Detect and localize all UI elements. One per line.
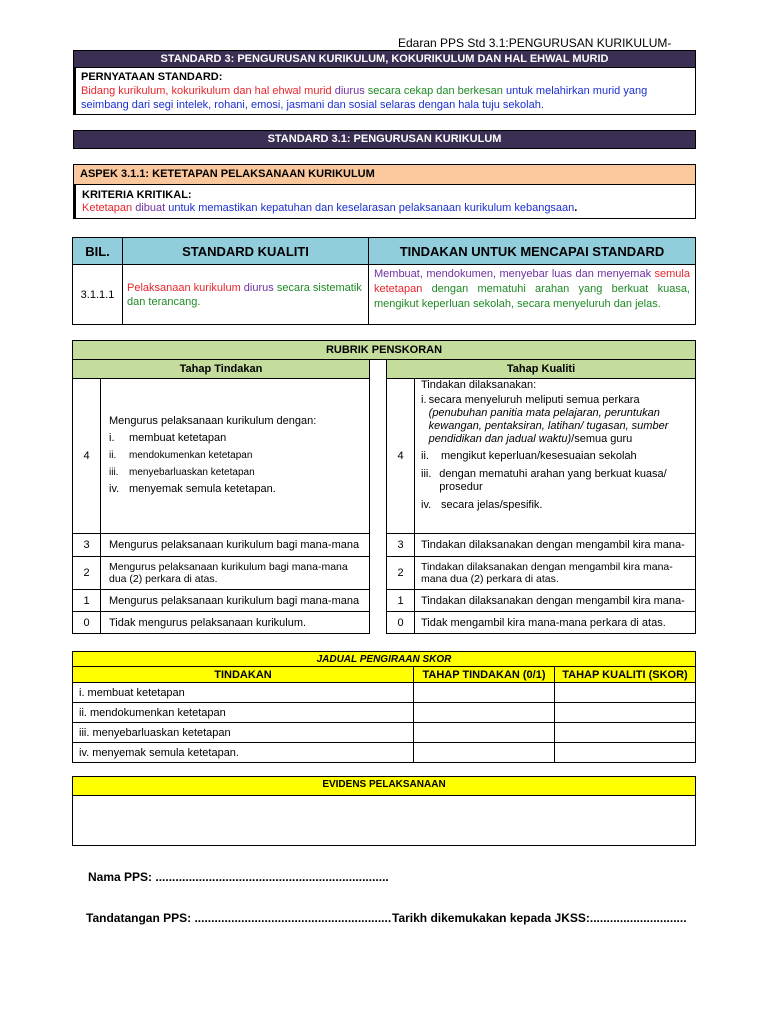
score-input-cell[interactable] bbox=[414, 683, 555, 703]
score-input-cell[interactable] bbox=[555, 683, 696, 703]
level4-left-list bbox=[109, 430, 361, 498]
tarikh-line: Tarikh dikemukakan kepada JKSS:............................. bbox=[392, 911, 687, 925]
level4-right-cell bbox=[415, 379, 696, 534]
criteria-box bbox=[73, 184, 696, 219]
score-input-cell[interactable] bbox=[414, 703, 555, 723]
tindakan-part: Membuat, mendokumen, menyebar luas dan menyemak bbox=[374, 268, 655, 280]
level-left-text: Mengurus pelaksanaan kurikulum bagi mana-mana bbox=[101, 534, 370, 557]
list-item: ii. mendokumenkan ketetapan bbox=[109, 449, 253, 461]
level-number: 2 bbox=[387, 557, 415, 590]
score-input-cell[interactable] bbox=[555, 723, 696, 743]
score-input-cell[interactable] bbox=[555, 743, 696, 763]
level-left-text: Tidak mengurus pelaksanaan kurikulum. bbox=[101, 612, 370, 634]
level4-right-intro: Tindakan dilaksanakan: bbox=[421, 379, 537, 391]
list-item: iv. menyemak semula ketetapan. bbox=[109, 482, 276, 495]
jadual-row-label: iv. menyemak semula ketetapan. bbox=[73, 743, 414, 763]
list-item: iii. menyebarluaskan ketetapan bbox=[109, 466, 255, 478]
nama-pps-line: Nama PPS: ...................................................................... bbox=[88, 870, 389, 884]
standard31-title: STANDARD 3.1: PENGURUSAN KURIKULUM bbox=[73, 130, 696, 149]
standard3-title: STANDARD 3: PENGURUSAN KURIKULUM, KOKURIKULUM DAN HAL EHWAL MURID bbox=[73, 50, 696, 68]
jadual-header-tahap-kualiti: TAHAP KUALITI (SKOR) bbox=[555, 667, 696, 683]
level-number: 0 bbox=[387, 612, 415, 634]
level-number: 2 bbox=[73, 557, 101, 590]
level-number: 4 bbox=[73, 379, 101, 534]
statement-part: diurus bbox=[334, 85, 368, 97]
rubrik-left-table bbox=[72, 378, 370, 634]
level-number: 1 bbox=[73, 590, 101, 612]
level-number: 0 bbox=[73, 612, 101, 634]
criteria-part: dibuat bbox=[135, 202, 169, 214]
level-number: 3 bbox=[73, 534, 101, 557]
level4-left-intro: Mengurus pelaksanaan kurikulum dengan: bbox=[109, 414, 317, 427]
list-item: ii. mengikut keperluan/kesesuaian sekolah bbox=[421, 450, 637, 462]
level-right-text: Tindakan dilaksanakan dengan mengambil kira mana- bbox=[415, 590, 696, 612]
criteria-part: untuk memastikan kepatuhan dan keselarasan pelaksanaan kurikulum kebangsaan bbox=[168, 202, 575, 214]
statement-label: PERNYATAAN STANDARD: bbox=[81, 71, 223, 83]
rubrik-right-table bbox=[386, 378, 696, 634]
jadual-title: JADUAL PENGIRAAN SKOR bbox=[73, 652, 696, 667]
list-item: i. secara menyeluruh meliputi semua perkara (penubuhan panitia mata pelajaran, peruntukan kewangan, pentaksiran, latihan/ tugasan, sumber pendidikan dan jadual waktu)/semua guru bbox=[421, 394, 669, 445]
score-input-cell[interactable] bbox=[414, 743, 555, 763]
aspek-title: ASPEK 3.1.1: KETETAPAN PELAKSANAAN KURIKULUM bbox=[73, 164, 696, 185]
tandatangan-pps-line: Tandatangan PPS: ........................................................... bbox=[86, 911, 392, 925]
list-item: iii. dengan mematuhi arahan yang berkuat kuasa/ prosedur bbox=[421, 468, 667, 493]
level-right-text: Tindakan dilaksanakan dengan mengambil kira mana- bbox=[415, 534, 696, 557]
level-number: 4 bbox=[387, 379, 415, 534]
tindakan-part: semula ketetapan bbox=[374, 268, 690, 295]
jadual-row-label: i. membuat ketetapan bbox=[73, 683, 414, 703]
score-input-cell[interactable] bbox=[555, 703, 696, 723]
quality-table bbox=[72, 237, 696, 325]
level-left-text: Mengurus pelaksanaan kurikulum bagi mana-mana dua (2) perkara di atas. bbox=[101, 557, 370, 590]
standard-kualiti-text bbox=[123, 265, 369, 325]
rubrik-col-left: Tahap Tindakan bbox=[72, 359, 370, 379]
evidens-input-area[interactable] bbox=[73, 796, 695, 846]
standard3-statement-box bbox=[73, 67, 696, 115]
score-input-cell[interactable] bbox=[414, 723, 555, 743]
criteria-part: Ketetapan bbox=[82, 202, 136, 214]
criteria-label: KRITERIA KRITIKAL: bbox=[82, 189, 192, 201]
level-number: 3 bbox=[387, 534, 415, 557]
level-number: 1 bbox=[387, 590, 415, 612]
standard-part: diurus bbox=[243, 281, 277, 294]
statement-text bbox=[81, 84, 690, 112]
criteria-part: . bbox=[574, 202, 578, 214]
col-header-tindakan: TINDAKAN UNTUK MENCAPAI STANDARD bbox=[369, 238, 696, 265]
evidens-box bbox=[72, 776, 696, 846]
jadual-header-tindakan: TINDAKAN bbox=[73, 667, 414, 683]
statement-part: untuk melahirkan murid yang seimbang dari segi intelek, rohani, emosi, jasmani dan sosial selaras dengan hala tuju sekolah. bbox=[81, 85, 648, 111]
tindakan-part: dengan mematuhi arahan yang berkuat kuasa, mengikut keperluan sekolah, secara menyeluruh dan jelas. bbox=[374, 283, 690, 310]
criteria-text bbox=[82, 202, 689, 214]
col-header-standard: STANDARD KUALITI bbox=[123, 238, 369, 265]
list-item: iv. secara jelas/spesifik. bbox=[421, 499, 543, 511]
standard-part: Pelaksanaan kurikulum bbox=[127, 281, 244, 294]
evidens-title: EVIDENS PELAKSANAAN bbox=[73, 777, 695, 796]
level4-left-cell bbox=[101, 379, 370, 534]
bil-value: 3.1.1.1 bbox=[73, 265, 123, 325]
rubrik-title: RUBRIK PENSKORAN bbox=[72, 340, 696, 360]
level-right-text: Tidak mengambil kira mana-mana perkara di atas. bbox=[415, 612, 696, 634]
tindakan-text bbox=[369, 265, 696, 325]
list-item: i. membuat ketetapan bbox=[109, 431, 227, 444]
jadual-row-label: ii. mendokumenkan ketetapan bbox=[73, 703, 414, 723]
document-reference: Edaran PPS Std 3.1:PENGURUSAN KURIKULUM- bbox=[398, 36, 672, 50]
jadual-table bbox=[72, 651, 696, 763]
jadual-row-label: iii. menyebarluaskan ketetapan bbox=[73, 723, 414, 743]
level-right-text: Tindakan dilaksanakan dengan mengambil kira mana-mana dua (2) perkara di atas. bbox=[415, 557, 696, 590]
jadual-header-tahap-tindakan: TAHAP TINDAKAN (0/1) bbox=[414, 667, 555, 683]
standard-part: secara sistematik dan terancang. bbox=[127, 281, 362, 308]
level-left-text: Mengurus pelaksanaan kurikulum bagi mana-mana bbox=[101, 590, 370, 612]
col-header-bil: BIL. bbox=[73, 238, 123, 265]
rubrik-col-right: Tahap Kualiti bbox=[386, 359, 696, 379]
statement-part: Bidang kurikulum, kokurikulum dan hal ehwal murid bbox=[81, 85, 335, 97]
statement-part: secara cekap dan berkesan bbox=[367, 85, 506, 97]
